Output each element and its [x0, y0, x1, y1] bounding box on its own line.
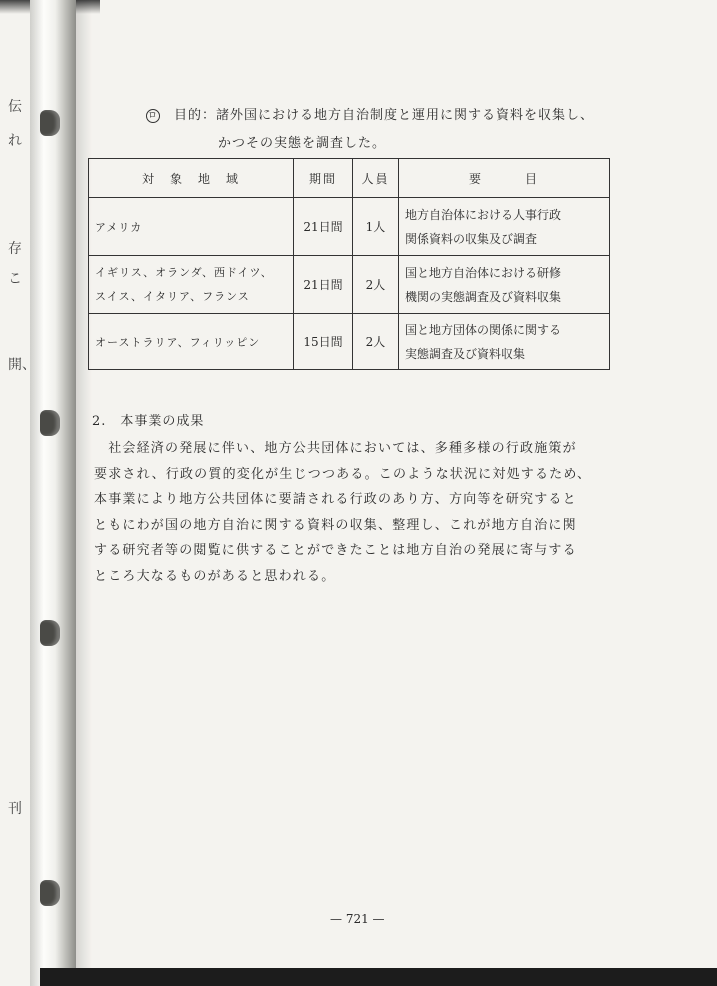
paragraph-line: ともにわが国の地方自治に関する資料の収集、整理し、これが地方自治に関 [94, 517, 577, 533]
paragraph-line: 本事業により地方公共団体に要請される行政のあり方、方向等を研究すると [94, 492, 577, 507]
header-region: 対 象 地 域 [89, 159, 294, 198]
paragraph-line: 社会経済の発展に伴い、地方公共団体においては、多種多様の行政施策が [94, 441, 577, 456]
binding-ring [40, 880, 60, 906]
paragraph-line: 要求され、行政の質的変化が生じつつある。このような状況に対処するため、 [94, 466, 592, 482]
purpose-text-1: 目的：諸外国における地方自治制度と運用に関する資料を収集し、 [174, 108, 595, 123]
item-text: 関係資料の収集及び調査 [405, 231, 538, 246]
item-text: 地方自治体における人事行政 [405, 207, 562, 222]
table-header-row [89, 159, 610, 198]
cell-staff: 2人 [353, 314, 399, 370]
cell-period: 21日間 [294, 198, 353, 256]
table-row [89, 314, 610, 370]
section-paragraph [94, 436, 614, 589]
header-period: 期間 [294, 159, 353, 198]
item-text: 機関の実態調査及び資料収集 [405, 289, 562, 304]
binding-ring [40, 410, 60, 436]
page-number: — 721 — [330, 912, 385, 926]
survey-table [88, 158, 610, 370]
cell-region [89, 314, 294, 370]
margin-char: れ [8, 133, 22, 149]
margin-char: 存 [8, 241, 22, 257]
paragraph-line: する研究者等の閲覧に供することができたことは地方自治の発展に寄与する [94, 543, 577, 558]
cell-item [399, 314, 610, 370]
cell-period: 21日間 [294, 256, 353, 314]
margin-char: こ [8, 271, 22, 287]
paragraph-line: ところ大なるものがあると思われる。 [94, 568, 336, 584]
margin-char: 開、 [8, 357, 36, 373]
cell-staff: 2人 [353, 256, 399, 314]
item-text: 国と地方自治体における研修 [405, 265, 562, 280]
purpose-line-2: かつその実態を調査した。 [218, 136, 387, 151]
cell-region [89, 256, 294, 314]
header-item: 要 目 [399, 159, 610, 198]
margin-char: 刊 [8, 801, 22, 817]
region-text: イギリス、オランダ、西ドイツ、 [95, 265, 273, 279]
header-staff: 人員 [353, 159, 399, 198]
cell-staff: 1人 [353, 198, 399, 256]
purpose-line-1 [146, 104, 594, 123]
margin-char: 伝 [8, 99, 22, 115]
section-title: 2. 本事業の成果 [92, 414, 205, 429]
region-text: アメリカ [95, 220, 143, 234]
region-text: スイス、イタリア、フランス [95, 289, 250, 303]
table-row [89, 256, 610, 314]
cell-item [399, 256, 610, 314]
item-marker: ロ [147, 110, 158, 121]
binding-ring [40, 620, 60, 646]
binding-spine [30, 0, 76, 986]
scan-edge-bottom [40, 968, 717, 986]
cell-period: 15日間 [294, 314, 353, 370]
cell-region [89, 198, 294, 256]
region-text: オーストラリア、フィリッピン [95, 335, 261, 349]
item-text: 実態調査及び資料収集 [405, 346, 526, 361]
item-text: 国と地方団体の関係に関する [405, 322, 562, 337]
table-row [89, 198, 610, 256]
binding-shadow [76, 0, 92, 986]
binding-ring [40, 110, 60, 136]
cell-item [399, 198, 610, 256]
